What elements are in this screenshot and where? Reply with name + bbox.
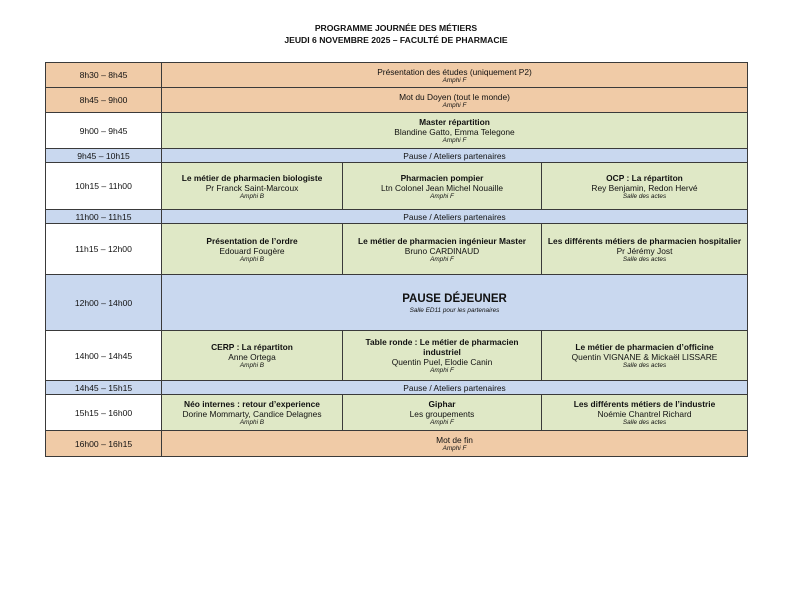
pause-cell: Pause / Ateliers partenaires <box>162 149 748 163</box>
session-title: Le métier de pharmacien d’officine <box>575 342 714 352</box>
time-cell: 9h45 – 10h15 <box>46 149 162 163</box>
session-title: OCP : La répartiton <box>606 172 683 183</box>
session-title: Table ronde : Le métier de pharmacien industriel <box>365 337 519 357</box>
session-text: Présentation des études (uniquement P2) <box>377 66 532 77</box>
schedule-row <box>46 275 748 331</box>
session-speakers: Dorine Mommarty, Candice Delagnes <box>182 409 322 419</box>
session-cell <box>343 224 542 275</box>
schedule-row <box>46 210 748 224</box>
session-room: Salle des actes <box>622 192 667 200</box>
session-title: Master répartition <box>419 117 490 127</box>
session-speakers: Edouard Fougère <box>219 245 285 256</box>
session-room: Amphi F <box>442 137 467 144</box>
time-cell: 15h15 – 16h00 <box>46 395 162 431</box>
session-room: Amphi F <box>442 445 467 452</box>
time-cell: 14h00 – 14h45 <box>46 331 162 381</box>
session-room: Salle des actes <box>622 255 667 263</box>
session-room: Amphi B <box>239 362 265 369</box>
schedule-row <box>46 431 748 457</box>
session-cell <box>343 163 542 210</box>
schedule-row <box>46 163 748 210</box>
session-cell <box>162 88 748 113</box>
schedule-row <box>46 63 748 88</box>
pause-cell: Pause / Ateliers partenaires <box>162 381 748 395</box>
session-speakers: Noémie Chantrel Richard <box>597 409 692 419</box>
schedule-table <box>45 62 748 457</box>
session-room: Amphi F <box>442 101 467 109</box>
session-room: Amphi B <box>239 192 265 200</box>
session-title: Les différents métiers de l’industrie <box>573 399 716 409</box>
time-cell: 8h30 – 8h45 <box>46 63 162 88</box>
session-title: Présentation de l’ordre <box>206 235 298 246</box>
schedule-row <box>46 113 748 149</box>
time-cell: 11h15 – 12h00 <box>46 224 162 275</box>
schedule-row <box>46 224 748 275</box>
session-title: Le métier de pharmacien biologiste <box>181 172 323 183</box>
session-cell <box>162 431 748 457</box>
session-room: Amphi F <box>430 192 454 200</box>
session-cell <box>162 224 343 275</box>
session-cell <box>343 395 542 431</box>
time-cell: 11h00 – 11h15 <box>46 210 162 224</box>
session-room: Amphi F <box>430 255 454 263</box>
session-title: Néo internes : retour d’experience <box>184 399 320 409</box>
session-cell <box>542 331 748 381</box>
header-title: PROGRAMME JOURNÉE DES MÉTIERS <box>314 23 478 33</box>
lunch-title: PAUSE DÉJEUNER <box>402 293 507 305</box>
lunch-cell <box>162 275 748 331</box>
session-title: Giphar <box>428 399 456 409</box>
pause-cell: Pause / Ateliers partenaires <box>162 210 748 224</box>
session-title: CERP : La répartiton <box>211 342 293 352</box>
session-speakers: Pr Franck Saint-Marcoux <box>205 182 299 193</box>
session-room: Amphi F <box>430 419 454 426</box>
session-speakers: Blandine Gatto, Emma Telegone <box>394 127 515 137</box>
session-room: Salle des actes <box>622 419 667 426</box>
session-room: Salle des actes <box>622 362 667 369</box>
schedule-row <box>46 331 748 381</box>
session-cell <box>542 163 748 210</box>
time-cell: 8h45 – 9h00 <box>46 88 162 113</box>
session-speakers: Les groupements <box>409 409 475 419</box>
session-cell <box>162 163 343 210</box>
session-speakers: Ltn Colonel Jean Michel Nouaille <box>381 182 503 193</box>
lunch-room: Salle ED11 pour les partenaires <box>409 307 500 314</box>
session-cell <box>162 331 343 381</box>
session-title: Le métier de pharmacien ingénieur Master <box>357 235 527 246</box>
session-room: Amphi B <box>239 255 265 263</box>
session-speakers: Rey Benjamin, Redon Hervé <box>591 182 698 193</box>
time-cell: 16h00 – 16h15 <box>46 431 162 457</box>
session-room: Amphi F <box>430 367 454 374</box>
page-header <box>0 22 792 46</box>
session-speakers: Pr Jérémy Jost <box>616 245 673 256</box>
session-title: Pharmacien pompier <box>400 172 484 183</box>
session-cell <box>542 224 748 275</box>
schedule-row <box>46 88 748 113</box>
session-cell <box>542 395 748 431</box>
time-cell: 9h00 – 9h45 <box>46 113 162 149</box>
time-cell: 14h45 – 15h15 <box>46 381 162 395</box>
time-cell: 10h15 – 11h00 <box>46 163 162 210</box>
session-cell <box>162 395 343 431</box>
time-cell: 12h00 – 14h00 <box>46 275 162 331</box>
schedule-row <box>46 149 748 163</box>
session-speakers: Quentin VIGNANE & Mickaël LISSARE <box>571 352 718 362</box>
session-cell <box>162 63 748 88</box>
session-text: Mot de fin <box>436 435 473 445</box>
session-title: Les différents métiers de pharmacien hospitalier <box>547 235 742 246</box>
session-cell <box>162 113 748 149</box>
header-subtitle: JEUDI 6 NOVEMBRE 2025 – FACULTÉ DE PHARMACIE <box>284 35 508 45</box>
schedule-row <box>46 395 748 431</box>
schedule-row <box>46 381 748 395</box>
session-cell <box>343 331 542 381</box>
session-speakers: Anne Ortega <box>228 352 276 362</box>
session-room: Amphi B <box>239 419 265 426</box>
session-room: Amphi F <box>442 76 467 84</box>
session-speakers: Bruno CARDINAUD <box>404 245 480 256</box>
session-text: Mot du Doyen (tout le monde) <box>399 91 510 102</box>
session-speakers: Quentin Puel, Elodie Canin <box>391 357 493 367</box>
